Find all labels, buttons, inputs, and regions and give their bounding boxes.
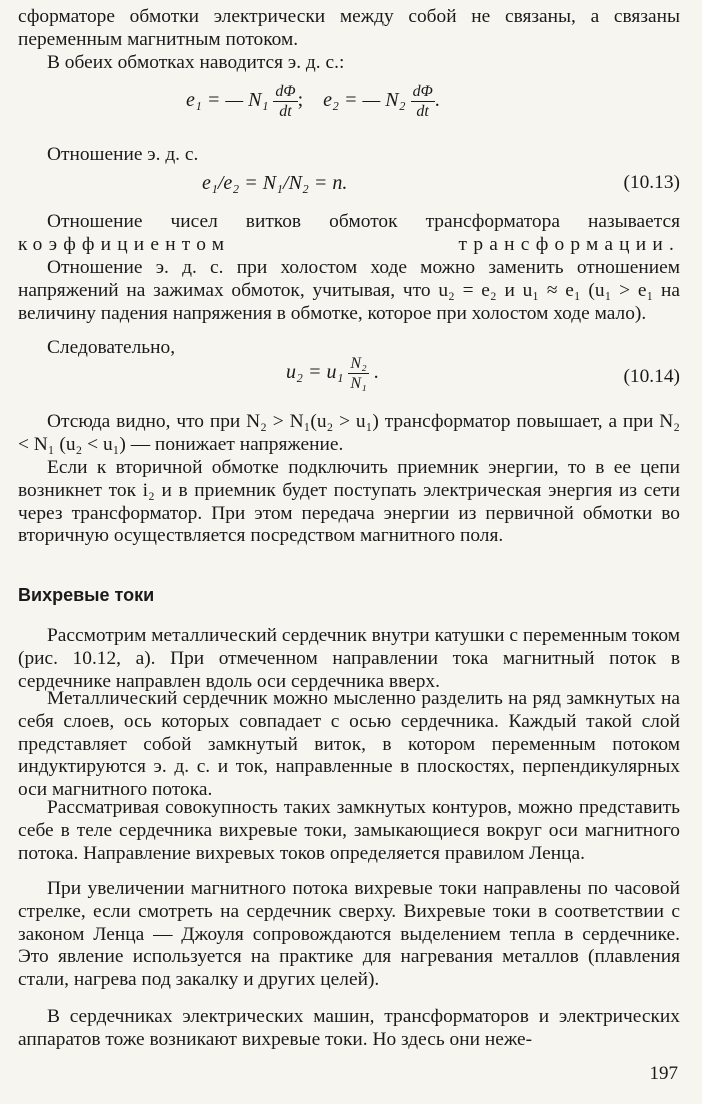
formula-voltage: u₂ = u₁ $\frac{\text{N₂}}{\text{N₁}}$ . (10.14) (286, 355, 680, 392)
fraction-dphi-dt-2: $\frac{d\Phi}{dt}$ (412, 83, 433, 120)
paragraph-1: сформаторе обмотки электрически между собой не связаны, а связаны переменным магнитным потоком. (18, 6, 680, 50)
page-number: 197 (649, 1063, 678, 1084)
paragraph-12: При увеличении магнитного потока вихревые токи направлены по часовой стрелке, если смотреть на сердечник сверху. Вихревые токи в соответствии с законом Ленца — Джоуля сопровождаются выделением тепла в сердечнике. Это явление используется на практике для нагревания металлов (плавления стали, нагрева под закалку и других целей). (18, 878, 680, 991)
fraction-dphi-dt-1: $\frac{d\Phi}{dt}$ (275, 83, 296, 120)
formula-emf: e₁ = — N₁ $\frac{d\Phi}{dt}$ ; e₂ = — N₂ $\frac{d\Phi}{dt}$ . (186, 83, 440, 120)
paragraph-5: Отношение э. д. с. при холостом ходе можно заменить отношением напряжений на зажимах обмоток, учитывая, что u₂ = e₂ и u₁ ≈ e₁ (u₁ > e₁ на величину падения напряжения в обмотке, которое при холостом ходе мало). (18, 257, 680, 324)
paragraph-11: Рассматривая совокупность таких замкнутых контуров, можно представить себе в теле сердечника вихревые токи, замыкающиеся вокруг оси магнитного потока. Направление вихревых токов определяется правилом Ленца. (18, 797, 680, 864)
paragraph-10: Металлический сердечник можно мысленно разделить на ряд замкнутых на себя слоев, ось которых совпадает с осью сердечника. Каждый такой слой представляет собой замкнутый виток, в котором переменным потоком индуктируются э. д. с. и ток, направленные в плоскостях, перпендикулярных оси магнитного потока. (18, 688, 680, 801)
equation-number-10-13: (10.13) (623, 172, 680, 193)
paragraph-9: Рассмотрим металлический сердечник внутри катушки с переменным током (рис. 10.12, а). При отмеченном направлении тока магнитный поток в сердечнике направлен вдоль оси сердечника вверх. (18, 625, 680, 692)
formula-ratio: e₁/e₂ = N₁/N₂ = n. (10.13) (202, 172, 680, 194)
formula-e2: e₂ = — N₂ (323, 89, 406, 112)
paragraph-6: Следовательно, (47, 337, 176, 358)
fraction-n2-n1: $\frac{\text{N₂}}{\text{N₁}}$ (350, 355, 367, 392)
paragraph-2: В обеих обмотках наводится э. д. с.: (47, 52, 345, 73)
paragraph-4: Отношение чисел витков обмоток трансформатора называется коэффициентом трансформации. (18, 211, 680, 255)
equation-number-10-14: (10.14) (623, 366, 680, 387)
paragraph-3: Отношение э. д. с. (47, 144, 199, 165)
formula-e1: e₁ = — N₁ (186, 89, 269, 112)
paragraph-13: В сердечниках электрических машин, трансформаторов и электрических аппаратов тоже возникают вихревые токи. Но здесь они неже- (18, 1006, 680, 1050)
paragraph-8: Если к вторичной обмотке подключить приемник энергии, то в ее цепи возникнет ток i₂ и в приемник будет поступать электрическая энергия из сети через трансформатор. При этом передача энергии из первичной обмотки во вторичную осуществляется посредством магнитного поля. (18, 457, 680, 547)
section-heading: Вихревые токи (18, 585, 155, 605)
paragraph-7: Отсюда видно, что при N₂ > N₁(u₂ > u₁) трансформатор повышает, а при N₂ < N₁ (u₂ < u₁) — понижает напряжение. (18, 411, 680, 455)
